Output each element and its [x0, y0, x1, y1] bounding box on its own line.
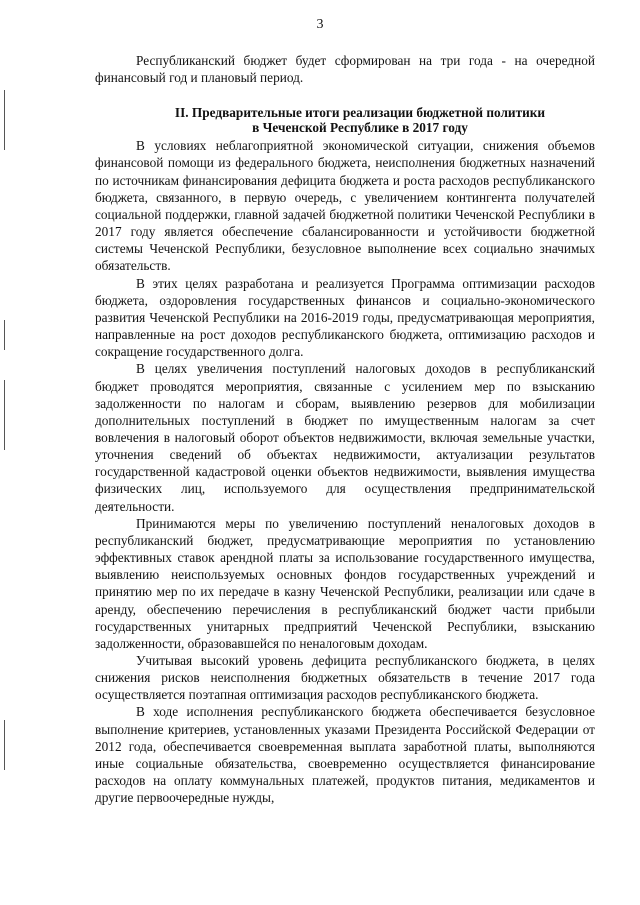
document-body: [95, 52, 595, 806]
scan-edge-mark: [4, 380, 5, 450]
section-heading-line-2: в Чеченской Республике в 2017 году: [252, 120, 468, 136]
intro-paragraph: Республиканский бюджет будет сформирован на три года - на очередной финансовый год и плановый период.: [95, 53, 595, 86]
scan-edge-mark: [4, 720, 5, 770]
page-number: 3: [316, 17, 324, 32]
paragraph: Принимаются меры по увеличению поступлений неналоговых доходов в республиканский бюджет, предусматривающие мероприятия по установлению эффективных ставок арендной платы за использование государственного имущества, выявлению неиспользуемых основных фондов государственных учреждений и принятию мер по их передаче в казну Чеченской Республики, реализации или сдаче в аренду, обеспечению перечисления в республиканский бюджет части прибыли государственных унитарных предприятий Чеченской Республики, взысканию задолженности, образовавшейся по неналоговым доходам.: [95, 515, 595, 651]
section-heading-line-1: II. Предварительные итоги реализации бюджетной политики: [174, 105, 546, 121]
section-heading: [95, 105, 595, 135]
scan-edge-mark: [4, 320, 5, 350]
scan-edge-mark: [4, 90, 5, 150]
paragraph: Учитывая высокий уровень дефицита республиканского бюджета, в целях снижения рисков неисполнения бюджетных обязательств в течение 2017 года осуществляется поэтапная оптимизация расходов республиканского бюджета.: [95, 653, 595, 703]
paragraph: В ходе исполнения республиканского бюджета обеспечивается безусловное выполнение критериев, установленных указами Президента Российской Федерации от 2012 года, обеспечивается своевременная выплата заработной платы, выполняются иные социальные обязательства, своевременно осуществляется финансирование расходов на оплату коммунальных платежей, продуктов питания, медикаментов и другие первоочередные нужды,: [95, 704, 595, 806]
paragraph: В целях увеличения поступлений налоговых доходов в республиканский бюджет проводятся мероприятия, связанные с усилением мер по взысканию задолженности по налогам и сборам, выявлению резервов для мобилизации дополнительных поступлений в бюджет по имущественным налогам за счет вовлечения в налоговый оборот объектов недвижимости, включая земельные участки, уточнения сведений об объектах недвижимости, актуализации результатов государственной кадастровой оценки объектов недвижимости, выявления имущества физических лиц, используемого для осуществления предпринимательской деятельности.: [95, 361, 595, 514]
paragraph: В условиях неблагоприятной экономической ситуации, снижения объемов финансовой помощи из федерального бюджета, неисполнения бюджетных назначений по источникам финансирования дефицита бюджета и роста расходов республиканского бюджета, связанного, в первую очередь, с увеличением контингента получателей социальной поддержки, главной задачей бюджетной политики Чеченской Республики в 2017 году является обеспечение сбалансированности и устойчивости бюджетной системы Чеченской Республики, безусловное выполнение всех социально значимых обязательств.: [95, 138, 595, 274]
paragraph: В этих целях разработана и реализуется Программа оптимизации расходов бюджета, оздоровления государственных финансов и социально-экономического развития Чеченской Республики на 2016-2019 годы, предусматривающая мероприятия, направленные на рост доходов республиканского бюджета, оптимизацию расходов и сокращение государственного долга.: [95, 275, 595, 360]
